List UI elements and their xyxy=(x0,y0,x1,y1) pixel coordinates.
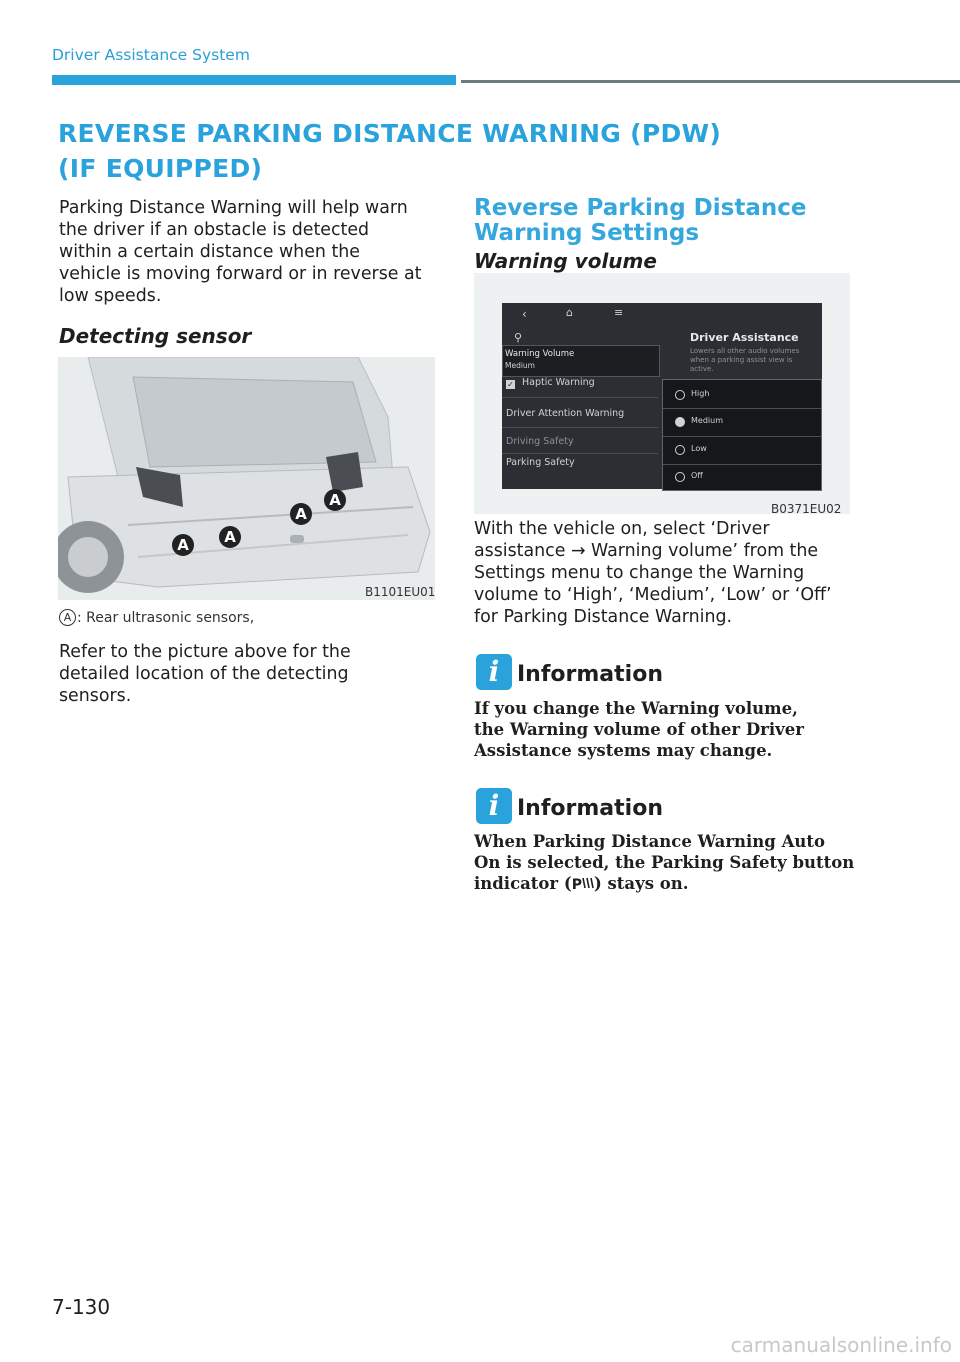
sensor-marker xyxy=(218,525,242,553)
menu-item-driving-safety[interactable]: Driving Safety xyxy=(506,436,574,447)
warning-volume-heading: Warning volume xyxy=(474,249,657,273)
parking-safety-indicator-icon: P xyxy=(572,877,594,893)
info-body: When Parking Distance Warning Auto On is selected, the Parking Safety button indicator (P ) stays on. xyxy=(474,832,855,893)
volume-options-panel xyxy=(662,379,822,491)
marker-badge-icon xyxy=(323,488,347,512)
marker-badge-icon xyxy=(171,533,195,557)
home-icon: ⌂ xyxy=(566,306,573,319)
info-body: If you change the Warning volume, the Warning volume of other Driver Assistance systems may change. xyxy=(474,699,804,760)
settings-screen xyxy=(502,303,822,489)
settings-screen-illustration xyxy=(474,273,850,514)
screen-desc: Lowers all other audio volumes when a parking assist view is active. xyxy=(690,347,800,373)
radio-icon[interactable] xyxy=(675,445,685,455)
marker-badge-icon xyxy=(289,502,313,526)
page-number: 7-130 xyxy=(52,1295,111,1319)
option-off[interactable]: Off xyxy=(691,471,703,480)
checkbox-checked-icon[interactable]: ✓ xyxy=(507,380,514,389)
option-medium[interactable]: Medium xyxy=(691,416,723,425)
svg-text:A: A xyxy=(295,505,307,523)
sensor-marker xyxy=(289,502,313,530)
sensor-illustration xyxy=(58,357,435,600)
information-icon: i xyxy=(476,788,512,824)
svg-text:A: A xyxy=(177,536,189,554)
intro-paragraph: Parking Distance Warning will help warn the driver if an obstacle is detected within a certain distance when the vehicle is moving forward or in reverse at low speeds. xyxy=(59,198,422,306)
legend: A : Rear ultrasonic sensors, xyxy=(59,609,254,626)
option-high[interactable]: High xyxy=(691,389,710,398)
legend-marker-icon: A xyxy=(59,609,76,626)
screen-title: Driver Assistance xyxy=(690,331,799,344)
image-code: B1101EU01 xyxy=(365,585,436,599)
watermark: carmanualsonline.info xyxy=(730,1333,952,1357)
sensor-marker xyxy=(323,488,347,516)
menu-item-parking-safety[interactable]: Parking Safety xyxy=(506,457,575,468)
settings-heading: Reverse Parking Distance Warning Settings xyxy=(474,195,807,246)
menu-icon: ≡ xyxy=(614,306,624,319)
suv-rear-illustration xyxy=(58,357,435,600)
title-line-2: (IF EQUIPPED) xyxy=(58,154,263,183)
marker-badge-icon xyxy=(218,525,242,549)
svg-text:A: A xyxy=(224,528,236,546)
menu-item-driver-attention[interactable]: Driver Attention Warning xyxy=(506,408,625,419)
info-title: Information xyxy=(517,662,663,687)
settings-paragraph: With the vehicle on, select ‘Driver assistance → Warning volume’ from the Settings menu to change the Warning volume to ‘High’, ‘Medium’, ‘Low’ or ‘Off’ for Parking Distance Warning. xyxy=(474,519,832,627)
option-low[interactable]: Low xyxy=(691,444,707,453)
sensor-marker xyxy=(171,533,195,561)
back-icon: ‹ xyxy=(522,307,527,321)
section-title: Driver Assistance System xyxy=(52,46,250,64)
header-rule-accent xyxy=(52,75,456,85)
title-line-1: REVERSE PARKING DISTANCE WARNING (PDW) xyxy=(58,119,722,148)
search-icon: ⚲ xyxy=(514,331,523,344)
header-rule xyxy=(461,80,960,83)
radio-icon[interactable] xyxy=(675,472,685,482)
menu-item-haptic[interactable]: Haptic Warning xyxy=(522,377,595,388)
image-code: B0371EU02 xyxy=(771,502,842,516)
svg-text:A: A xyxy=(329,491,341,509)
radio-icon[interactable] xyxy=(675,390,685,400)
info-title: Information xyxy=(517,796,663,821)
page-title xyxy=(58,116,758,186)
radio-selected-icon[interactable] xyxy=(675,417,685,427)
sensor-heading: Detecting sensor xyxy=(59,324,252,348)
information-icon: i xyxy=(476,654,512,690)
note-paragraph: Refer to the picture above for the detailed location of the detecting sensors. xyxy=(59,642,351,706)
warning-volume-popup[interactable]: Warning Volume Medium xyxy=(502,345,660,377)
